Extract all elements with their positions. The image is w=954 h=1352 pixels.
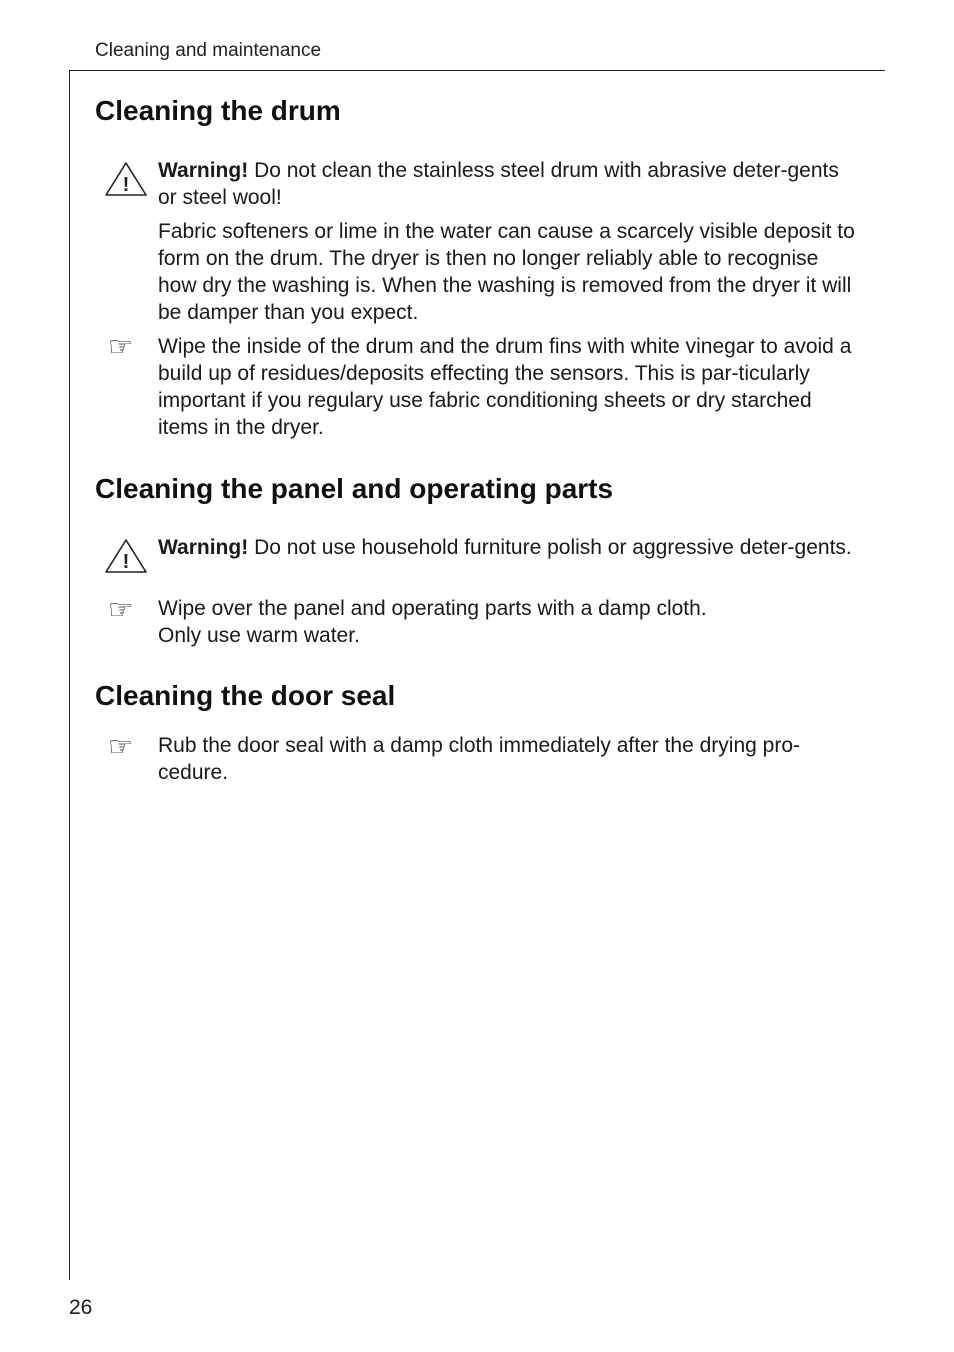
- header-rule: [69, 70, 885, 71]
- svg-text:!: !: [122, 174, 130, 196]
- warning-text: Do not use household furniture polish or aggressive deter-gents.: [254, 536, 852, 559]
- header-section-title: Cleaning and maintenance: [95, 40, 322, 61]
- panel-tip-line1: Wipe over the panel and operating parts with a damp cloth.: [158, 597, 707, 620]
- warning-block-panel: [158, 534, 858, 561]
- pointing-hand-icon: ☞: [108, 594, 134, 625]
- svg-text:!: !: [122, 551, 130, 573]
- warning-triangle-icon: [104, 161, 148, 197]
- left-margin-rule: [69, 70, 70, 1280]
- warning-label: Warning!: [158, 536, 249, 559]
- section-title-panel: Cleaning the panel and operating parts: [95, 473, 614, 504]
- section-title-door-seal: Cleaning the door seal: [95, 680, 396, 711]
- section-title-drum: Cleaning the drum: [95, 95, 341, 126]
- drum-note: Fabric softeners or lime in the water can cause a scarcely visible deposit to form on the drum. The dryer is then no longer reliably able to recognise how dry the washing is. When the washing is removed from the dryer it will be damper than you expect.: [158, 220, 855, 324]
- pointing-hand-icon: ☞: [108, 731, 134, 762]
- panel-tip: [158, 595, 858, 649]
- warning-triangle-icon: [104, 538, 148, 574]
- door-seal-tip: Rub the door seal with a damp cloth immediately after the drying pro-cedure.: [158, 734, 800, 784]
- panel-tip-line2: Only use warm water.: [158, 624, 360, 647]
- drum-tip: Wipe the inside of the drum and the drum fins with white vinegar to avoid a build up of residues/deposits effecting the sensors. This is par-ticularly important if you regulary use fabric conditioning sheets or dry starched items in the dryer.: [158, 335, 852, 439]
- warning-text: Do not clean the stainless steel drum with abrasive deter-gents or steel wool!: [158, 159, 839, 209]
- page-number: 26: [69, 1296, 93, 1319]
- warning-label: Warning!: [158, 159, 249, 182]
- warning-block-drum: [158, 157, 858, 211]
- pointing-hand-icon: ☞: [108, 331, 134, 362]
